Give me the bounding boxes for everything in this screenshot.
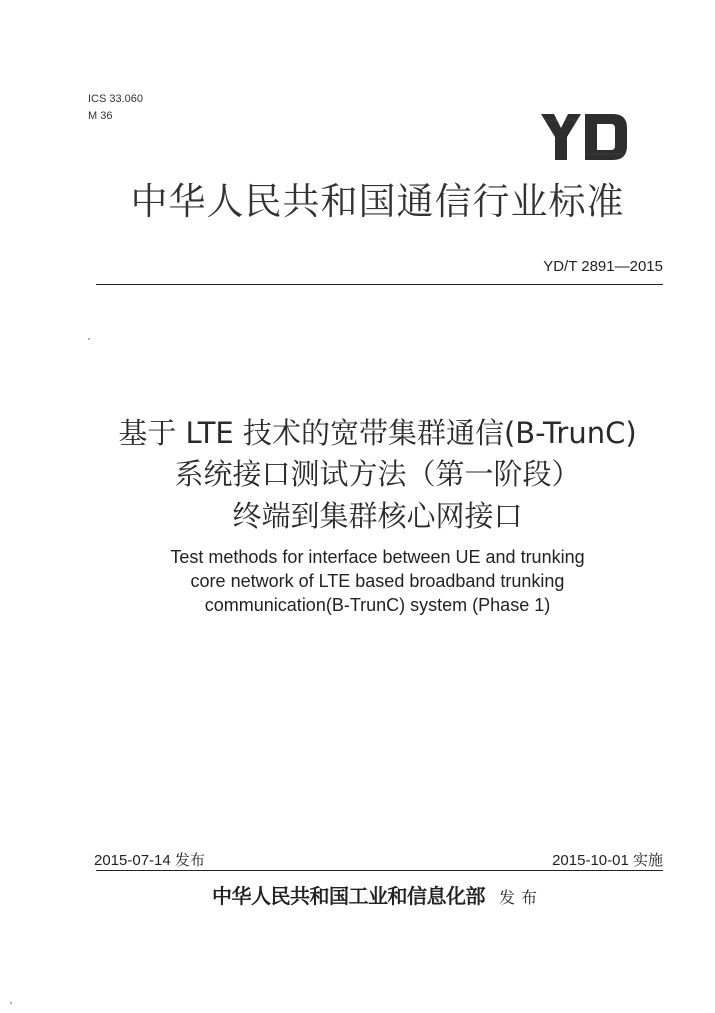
issue-date: 2015-07-14 发布 — [94, 852, 205, 869]
bottom-divider — [96, 870, 663, 871]
issuer — [0, 880, 715, 909]
scan-speck — [88, 338, 90, 340]
cn-title-line-1: 基于 LTE 技术的宽带集群通信(B-TrunC) — [118, 416, 637, 450]
ics-code: ICS 33.060 — [88, 93, 144, 105]
ccs-code: M 36 — [88, 110, 113, 122]
issuer-name: 中华人民共和国工业和信息化部 — [211, 884, 485, 908]
top-divider — [96, 284, 663, 285]
issuer-verb: 发布 — [498, 888, 543, 907]
en-title-line-1: Test methods for interface between UE and trunking — [170, 547, 585, 567]
cn-title-line-3: 终端到集群核心网接口 — [232, 499, 523, 533]
standard-number: YD/T 2891—2015 — [543, 258, 663, 275]
scan-speck — [10, 1002, 12, 1004]
en-title-line-3: communication(B-TrunC) system (Phase 1) — [204, 595, 551, 615]
cn-title-line-2: 系统接口测试方法（第一阶段） — [174, 457, 581, 491]
en-title-line-2: core network of LTE based broadband trunking — [190, 571, 565, 591]
implementation-date: 2015-10-01 实施 — [552, 852, 663, 869]
yd-logo — [541, 114, 627, 160]
organization-title: 中华人民共和国通信行业标准 — [130, 180, 625, 223]
